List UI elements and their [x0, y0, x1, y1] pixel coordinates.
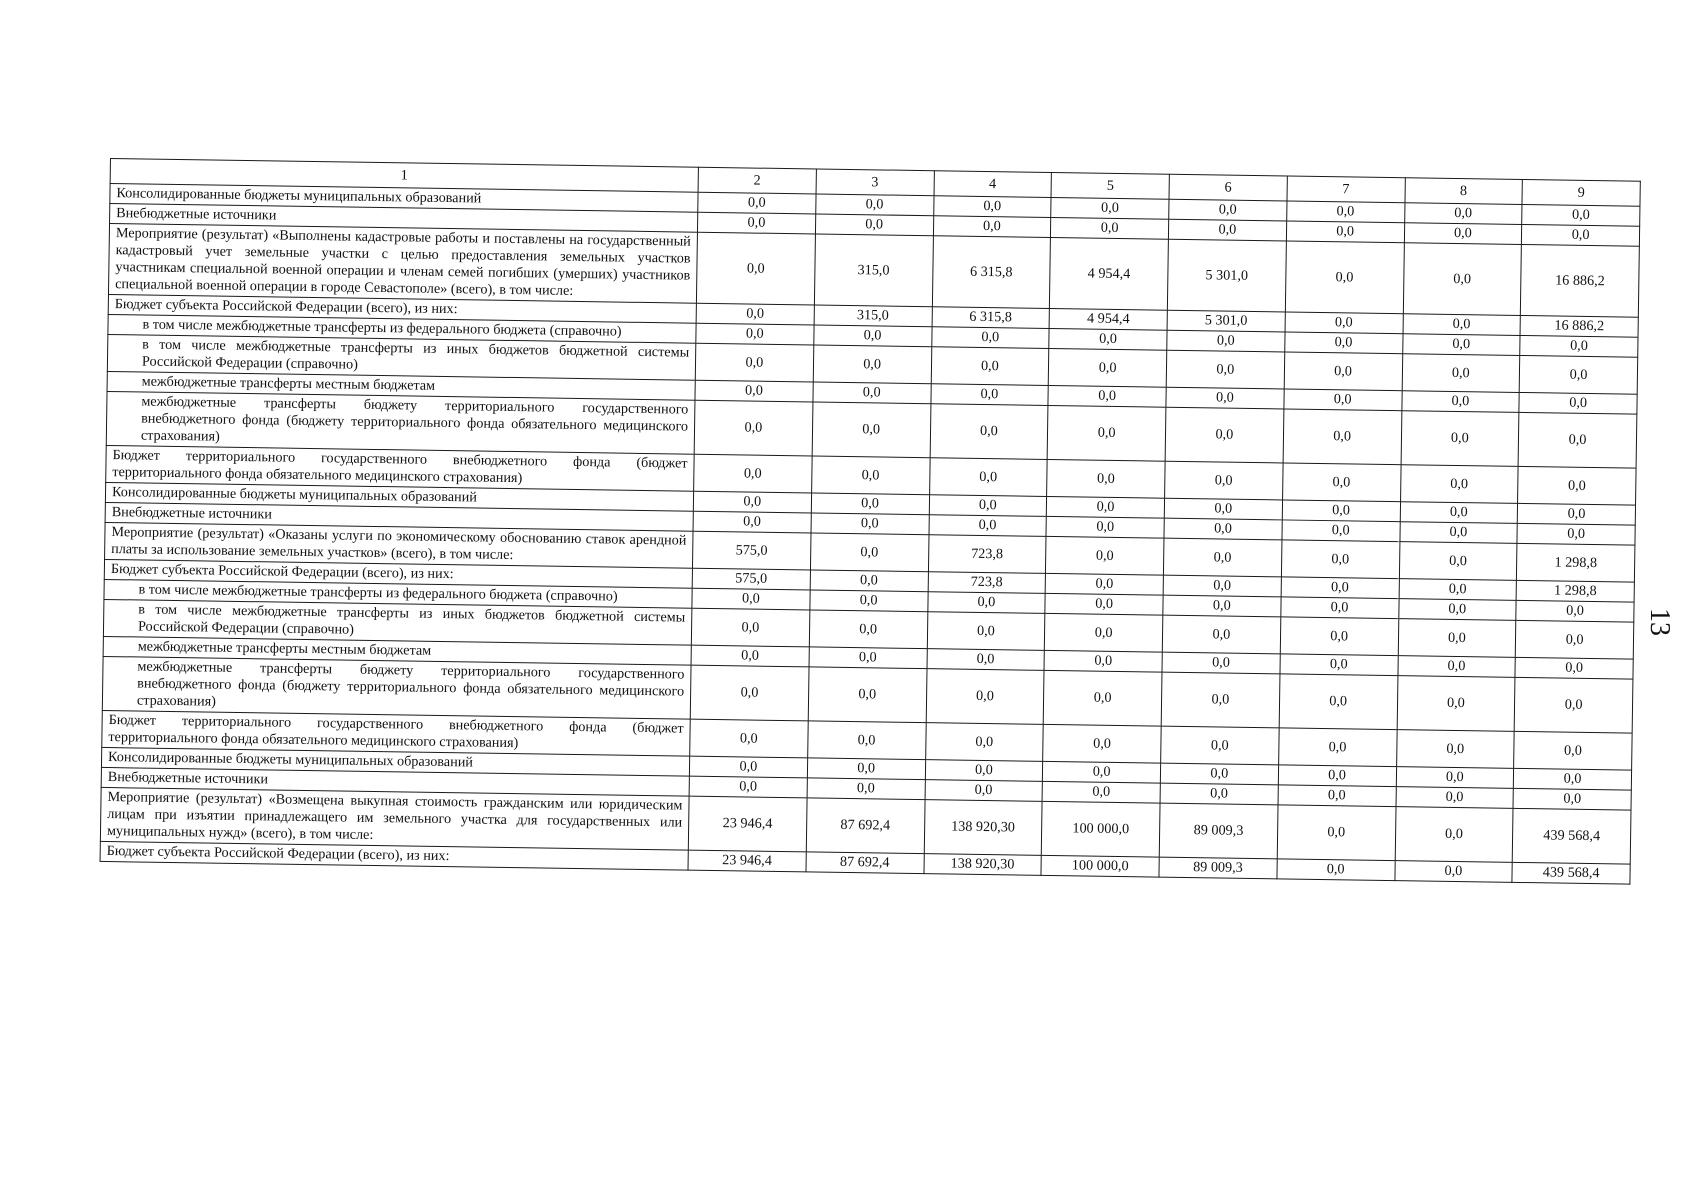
- value-cell-col-6: 0,0: [1166, 387, 1284, 409]
- value-cell-col-5: 0,0: [1046, 536, 1164, 575]
- value-cell-col-2: 0,0: [696, 232, 815, 305]
- value-cell-col-6: 89 009,3: [1159, 857, 1277, 879]
- value-cell-col-2: 0,0: [690, 665, 809, 721]
- value-cell-col-9: 439 568,4: [1512, 862, 1630, 884]
- value-cell-col-9: 16 886,2: [1520, 315, 1638, 337]
- value-cell-col-9: 0,0: [1519, 392, 1637, 414]
- value-cell-col-7: 0,0: [1281, 540, 1399, 579]
- value-cell-col-3: 87 692,4: [806, 852, 924, 874]
- value-cell-col-4: 0,0: [925, 780, 1043, 802]
- value-cell-col-3: 0,0: [814, 325, 932, 347]
- row-label: Бюджет субъекта Российской Федерации (всего), из них:: [100, 841, 688, 870]
- value-cell-col-9: 439 568,4: [1512, 808, 1631, 864]
- value-cell-col-9: 0,0: [1522, 224, 1640, 246]
- value-cell-col-6: 5 301,0: [1167, 239, 1286, 312]
- value-cell-col-5: 4 954,4: [1049, 308, 1167, 330]
- row-label: Бюджет территориального государственного внебюджетного фонда (бюджет территориального фонда обязательного медицинского страхования): [102, 710, 690, 756]
- value-cell-col-7: 0,0: [1282, 463, 1400, 502]
- value-cell-col-5: 0,0: [1051, 197, 1169, 219]
- value-cell-col-3: 0,0: [813, 345, 931, 384]
- value-cell-col-3: 0,0: [810, 590, 928, 612]
- value-cell-col-7: 0,0: [1284, 389, 1402, 411]
- row-label: Внебюджетные источники: [105, 502, 693, 531]
- row-label: Бюджет субъекта Российской Федерации (всего), из них:: [104, 559, 692, 588]
- value-cell-col-8: 0,0: [1396, 730, 1514, 769]
- value-cell-col-2: 0,0: [698, 192, 816, 214]
- value-cell-col-6: 0,0: [1169, 199, 1287, 221]
- value-cell-col-4: 138 920,30: [923, 854, 1041, 876]
- value-cell-col-4: 138 920,30: [924, 800, 1043, 856]
- value-cell-col-2: 575,0: [692, 531, 810, 570]
- value-cell-col-9: 0,0: [1517, 503, 1635, 525]
- row-label: в том числе межбюджетные трансферты из федерального бюджета (справочно): [104, 579, 692, 608]
- column-header-2: 2: [698, 167, 816, 194]
- value-cell-col-2: 0,0: [689, 776, 807, 798]
- value-cell-col-9: 0,0: [1514, 768, 1632, 790]
- value-cell-col-7: 0,0: [1278, 765, 1396, 787]
- row-label: межбюджетные трансферты бюджету территориального государственного внебюджетного фонда (бюджету территориального фонда обязательного медицинского страхования): [102, 656, 691, 719]
- value-cell-col-3: 0,0: [807, 758, 925, 780]
- value-cell-col-4: 6 315,8: [932, 236, 1051, 309]
- column-header-4: 4: [934, 171, 1052, 198]
- budget-table-container: [100, 158, 1640, 885]
- value-cell-col-7: 0,0: [1278, 728, 1396, 767]
- value-cell-col-9: 0,0: [1515, 620, 1633, 659]
- value-cell-col-2: 0,0: [689, 756, 807, 778]
- column-header-5: 5: [1051, 172, 1169, 199]
- value-cell-col-8: 0,0: [1398, 619, 1516, 658]
- value-cell-col-9: 0,0: [1515, 657, 1633, 679]
- value-cell-col-3: 0,0: [813, 382, 931, 404]
- value-cell-col-7: 0,0: [1284, 352, 1402, 391]
- value-cell-col-4: 723,8: [928, 535, 1046, 574]
- value-cell-col-4: 0,0: [925, 760, 1043, 782]
- value-cell-col-5: 0,0: [1047, 459, 1165, 498]
- value-cell-col-7: 0,0: [1277, 859, 1395, 881]
- value-cell-col-9: 0,0: [1516, 600, 1634, 622]
- value-cell-col-2: 0,0: [695, 343, 813, 382]
- value-cell-col-3: 0,0: [808, 667, 927, 723]
- row-label: Мероприятие (результат) «Оказаны услуги по экономическому обоснованию ставок арендной платы за использование земельных участков» (всего), в том числе:: [105, 522, 693, 568]
- value-cell-col-4: 0,0: [933, 216, 1051, 238]
- value-cell-col-3: 0,0: [810, 570, 928, 592]
- value-cell-col-6: 0,0: [1161, 726, 1279, 765]
- value-cell-col-7: 0,0: [1285, 312, 1403, 334]
- value-cell-col-5: 0,0: [1049, 328, 1167, 350]
- column-header-8: 8: [1404, 178, 1522, 205]
- value-cell-col-3: 315,0: [814, 234, 933, 307]
- value-cell-col-8: 0,0: [1397, 656, 1515, 678]
- value-cell-col-3: 0,0: [810, 533, 928, 572]
- value-cell-col-4: 0,0: [931, 347, 1049, 386]
- value-cell-col-8: 0,0: [1400, 465, 1518, 504]
- value-cell-col-7: 0,0: [1280, 617, 1398, 656]
- value-cell-col-8: 0,0: [1402, 334, 1520, 356]
- value-cell-col-9: 0,0: [1522, 204, 1640, 226]
- value-cell-col-4: 0,0: [927, 592, 1045, 614]
- value-cell-col-7: 0,0: [1285, 241, 1404, 314]
- value-cell-col-8: 0,0: [1396, 787, 1514, 809]
- value-cell-col-6: 0,0: [1162, 652, 1280, 674]
- value-cell-col-5: 100 000,0: [1041, 855, 1159, 877]
- value-cell-col-5: 0,0: [1046, 516, 1164, 538]
- value-cell-col-2: 575,0: [692, 568, 810, 590]
- value-cell-col-6: 0,0: [1160, 783, 1278, 805]
- value-cell-col-2: 0,0: [696, 303, 814, 325]
- value-cell-col-6: 0,0: [1161, 672, 1280, 728]
- value-cell-col-6: 0,0: [1163, 538, 1281, 577]
- value-cell-col-5: 0,0: [1048, 348, 1166, 387]
- row-label: межбюджетные трансферты местным бюджетам: [103, 636, 691, 665]
- value-cell-col-3: 0,0: [807, 721, 925, 760]
- value-cell-col-5: 0,0: [1044, 650, 1162, 672]
- value-cell-col-8: 0,0: [1403, 314, 1521, 336]
- row-label: Внебюджетные источники: [110, 204, 698, 233]
- value-cell-col-3: 0,0: [811, 493, 929, 515]
- value-cell-col-7: 0,0: [1282, 500, 1400, 522]
- row-label: Консолидированные бюджеты муниципальных образований: [101, 747, 689, 776]
- value-cell-col-5: 0,0: [1045, 593, 1163, 615]
- value-cell-col-2: 23 946,4: [688, 796, 807, 852]
- value-cell-col-7: 0,0: [1286, 201, 1404, 223]
- value-cell-col-6: 0,0: [1162, 615, 1280, 654]
- value-cell-col-7: 0,0: [1285, 332, 1403, 354]
- value-cell-col-8: 0,0: [1395, 807, 1514, 863]
- value-cell-col-8: 0,0: [1396, 767, 1514, 789]
- value-cell-col-4: 0,0: [930, 404, 1049, 460]
- value-cell-col-5: 4 954,4: [1050, 237, 1169, 310]
- row-label: Внебюджетные источники: [101, 767, 689, 796]
- value-cell-col-6: 0,0: [1163, 595, 1281, 617]
- value-cell-col-9: 1 298,8: [1516, 580, 1634, 602]
- value-cell-col-6: 0,0: [1165, 461, 1283, 500]
- value-cell-col-9: 0,0: [1514, 731, 1632, 770]
- value-cell-col-4: 6 315,8: [932, 307, 1050, 329]
- value-cell-col-6: 0,0: [1164, 498, 1282, 520]
- value-cell-col-5: 0,0: [1045, 613, 1163, 652]
- value-cell-col-6: 0,0: [1167, 330, 1285, 352]
- value-cell-col-5: 0,0: [1047, 496, 1165, 518]
- value-cell-col-2: 0,0: [693, 491, 811, 513]
- value-cell-col-8: 0,0: [1399, 579, 1517, 601]
- row-label: в том числе межбюджетные трансферты из иных бюджетов бюджетной системы Российской Федерации (справочно): [107, 334, 695, 380]
- value-cell-col-6: 0,0: [1166, 350, 1284, 389]
- value-cell-col-2: 0,0: [694, 400, 813, 456]
- value-cell-col-7: 0,0: [1281, 577, 1399, 599]
- value-cell-col-5: 0,0: [1043, 761, 1161, 783]
- value-cell-col-4: 0,0: [929, 515, 1047, 537]
- value-cell-col-4: 0,0: [929, 495, 1047, 517]
- value-cell-col-8: 0,0: [1401, 411, 1520, 467]
- value-cell-col-8: 0,0: [1398, 599, 1516, 621]
- row-label: Бюджет субъекта Российской Федерации (всего), из них:: [108, 294, 696, 323]
- value-cell-col-9: 1 298,8: [1517, 543, 1635, 582]
- value-cell-col-8: 0,0: [1403, 243, 1522, 316]
- value-cell-col-7: 0,0: [1278, 785, 1396, 807]
- value-cell-col-9: 0,0: [1514, 677, 1633, 733]
- value-cell-col-6: 0,0: [1165, 407, 1284, 463]
- value-cell-col-3: 87 692,4: [806, 798, 925, 854]
- value-cell-col-4: 0,0: [926, 669, 1045, 725]
- column-header-6: 6: [1169, 174, 1287, 201]
- value-cell-col-4: 723,8: [928, 572, 1046, 594]
- value-cell-col-8: 0,0: [1404, 203, 1522, 225]
- value-cell-col-7: 0,0: [1282, 520, 1400, 542]
- value-cell-col-2: 0,0: [692, 588, 810, 610]
- value-cell-col-4: 0,0: [925, 723, 1043, 762]
- value-cell-col-8: 0,0: [1399, 542, 1517, 581]
- row-label: Мероприятие (результат) «Выполнены кадастровые работы и поставлены на государственный кадастровый учет земельные участки с целью предоставления земельных участков участникам специальной военной операции и членам семей погибших (умерших) участников специальной военной операции в городе Севастополе» (всего), в том числе:: [108, 224, 697, 304]
- value-cell-col-2: 23 946,4: [688, 850, 806, 872]
- row-label: Консолидированные бюджеты муниципальных образований: [105, 482, 693, 511]
- value-cell-col-9: 0,0: [1513, 788, 1631, 810]
- value-cell-col-4: 0,0: [927, 612, 1045, 651]
- budget-table: [100, 158, 1641, 885]
- value-cell-col-5: 0,0: [1051, 217, 1169, 239]
- value-cell-col-6: 0,0: [1160, 763, 1278, 785]
- value-cell-col-6: 89 009,3: [1159, 803, 1278, 859]
- value-cell-col-4: 0,0: [927, 649, 1045, 671]
- value-cell-col-5: 0,0: [1048, 385, 1166, 407]
- column-header-9: 9: [1522, 179, 1640, 206]
- value-cell-col-2: 0,0: [691, 645, 809, 667]
- value-cell-col-3: 0,0: [815, 214, 933, 236]
- value-cell-col-6: 5 301,0: [1167, 310, 1285, 332]
- value-cell-col-6: 0,0: [1163, 575, 1281, 597]
- value-cell-col-7: 0,0: [1283, 409, 1402, 465]
- row-label: Мероприятие (результат) «Возмещена выкупная стоимость гражданским или юридическим лицам при изъятии принадлежащего им земельного участка для государственных или муниципальных нужд» (всего), в том числе:: [100, 787, 689, 850]
- value-cell-col-2: 0,0: [691, 608, 809, 647]
- value-cell-col-2: 0,0: [696, 323, 814, 345]
- row-label: межбюджетные трансферты бюджету территориального государственного внебюджетного фонда (бюджету территориального фонда обязательного медицинского страхования): [106, 391, 695, 454]
- column-header-7: 7: [1287, 176, 1405, 203]
- column-header-3: 3: [816, 169, 934, 196]
- value-cell-col-4: 0,0: [931, 327, 1049, 349]
- value-cell-col-3: 0,0: [809, 610, 927, 649]
- value-cell-col-7: 0,0: [1280, 654, 1398, 676]
- value-cell-col-9: 16 886,2: [1521, 244, 1640, 317]
- value-cell-col-8: 0,0: [1404, 223, 1522, 245]
- value-cell-col-6: 0,0: [1164, 518, 1282, 540]
- value-cell-col-8: 0,0: [1394, 861, 1512, 883]
- value-cell-col-9: 0,0: [1520, 335, 1638, 357]
- value-cell-col-8: 0,0: [1401, 391, 1519, 413]
- value-cell-col-9: 0,0: [1519, 355, 1637, 394]
- column-header-1: 1: [110, 159, 698, 193]
- value-cell-col-8: 0,0: [1397, 676, 1516, 732]
- value-cell-col-5: 0,0: [1043, 724, 1161, 763]
- row-label: Консолидированные бюджеты муниципальных образований: [110, 184, 698, 213]
- value-cell-col-5: 0,0: [1045, 573, 1163, 595]
- value-cell-col-3: 315,0: [814, 305, 932, 327]
- row-label: в том числе межбюджетные трансферты из иных бюджетов бюджетной системы Российской Федерации (справочно): [103, 599, 691, 645]
- row-label: в том числе межбюджетные трансферты из федерального бюджета (справочно): [108, 314, 696, 343]
- value-cell-col-8: 0,0: [1402, 354, 1520, 393]
- value-cell-col-9: 0,0: [1518, 412, 1637, 468]
- row-label: Бюджет территориального государственного внебюджетного фонда (бюджет территориального фонда обязательного медицинского страхования): [106, 445, 694, 491]
- value-cell-col-4: 0,0: [933, 196, 1051, 218]
- value-cell-col-3: 0,0: [811, 513, 929, 535]
- value-cell-col-2: 0,0: [695, 380, 813, 402]
- value-cell-col-2: 0,0: [693, 511, 811, 533]
- value-cell-col-5: 0,0: [1047, 405, 1166, 461]
- value-cell-col-2: 0,0: [690, 719, 808, 758]
- value-cell-col-3: 0,0: [811, 456, 929, 495]
- value-cell-col-7: 0,0: [1281, 597, 1399, 619]
- value-cell-col-3: 0,0: [815, 194, 933, 216]
- value-cell-col-3: 0,0: [807, 778, 925, 800]
- value-cell-col-5: 100 000,0: [1042, 801, 1161, 857]
- value-cell-col-3: 0,0: [809, 647, 927, 669]
- value-cell-col-9: 0,0: [1518, 466, 1636, 505]
- row-label: межбюджетные трансферты местным бюджетам: [107, 371, 695, 400]
- value-cell-col-4: 0,0: [930, 384, 1048, 406]
- value-cell-col-5: 0,0: [1042, 781, 1160, 803]
- value-cell-col-2: 0,0: [697, 212, 815, 234]
- page-number: 13: [1644, 608, 1675, 636]
- value-cell-col-7: 0,0: [1286, 221, 1404, 243]
- table-body: [100, 184, 1640, 885]
- value-cell-col-7: 0,0: [1277, 805, 1396, 861]
- value-cell-col-6: 0,0: [1168, 219, 1286, 241]
- value-cell-col-4: 0,0: [929, 458, 1047, 497]
- value-cell-col-8: 0,0: [1400, 502, 1518, 524]
- value-cell-col-5: 0,0: [1043, 670, 1162, 726]
- value-cell-col-3: 0,0: [812, 402, 931, 458]
- value-cell-col-8: 0,0: [1399, 522, 1517, 544]
- value-cell-col-2: 0,0: [694, 454, 812, 493]
- value-cell-col-9: 0,0: [1517, 523, 1635, 545]
- value-cell-col-7: 0,0: [1279, 674, 1398, 730]
